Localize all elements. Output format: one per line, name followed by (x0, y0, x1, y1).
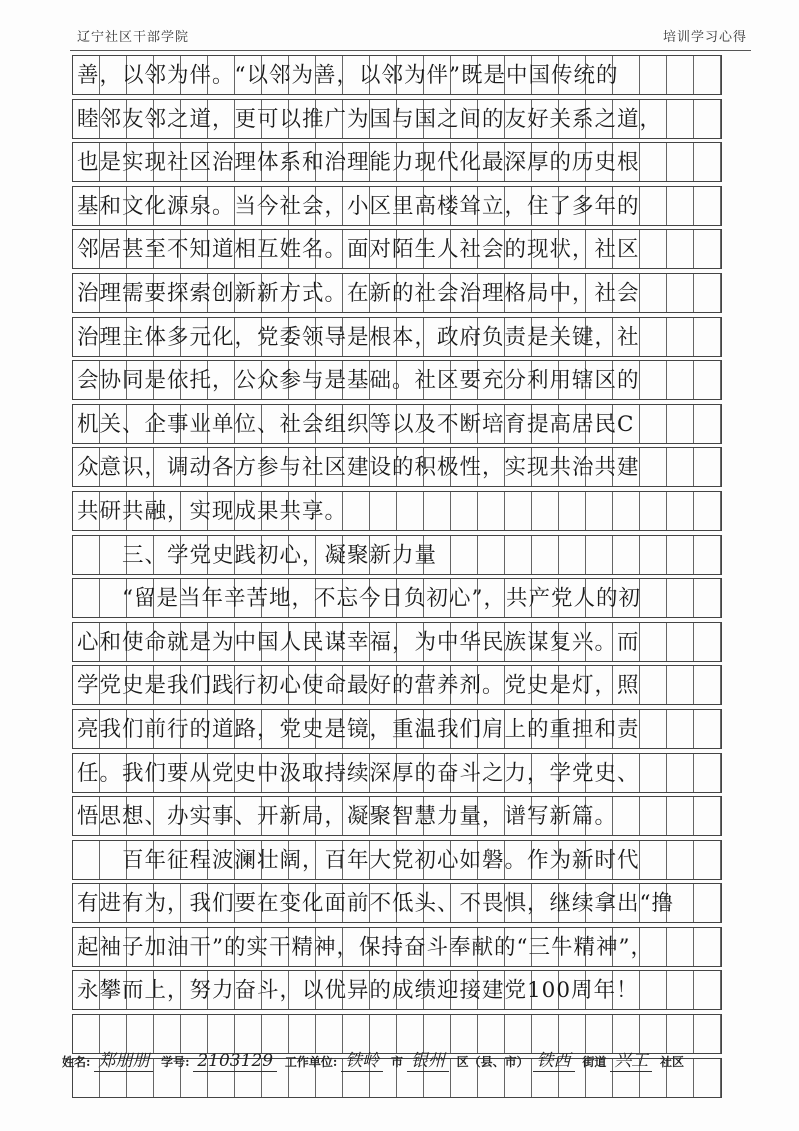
grid-cell (640, 666, 667, 704)
grid-cell (667, 841, 694, 879)
grid-cell (694, 536, 721, 574)
grid-cell (586, 536, 613, 574)
grid-cell (694, 623, 721, 661)
grid-cell (640, 579, 667, 617)
grid-cell (532, 536, 559, 574)
grid-cell (640, 405, 667, 443)
grid-cell (640, 318, 667, 356)
grid-cell (640, 841, 667, 879)
grid-cell (667, 405, 694, 443)
grid-cell (694, 318, 721, 356)
grid-cell (667, 143, 694, 181)
writing-grid (72, 55, 722, 1101)
grid-cell (613, 492, 640, 530)
grid-cell (667, 536, 694, 574)
grid-cell (640, 623, 667, 661)
header-divider (70, 50, 751, 51)
grid-row (72, 665, 722, 705)
handwritten-line: 起袖子加油干”的实干精神，保持奋斗奉献的“三牛精神”， (77, 934, 653, 960)
grid-cell (505, 492, 532, 530)
grid-cell (694, 143, 721, 181)
grid-cell (694, 274, 721, 312)
grid-cell (505, 536, 532, 574)
handwritten-line: 心和使命就是为中国人民谋幸福，为中华民族谋复兴。而 (77, 629, 640, 655)
handwritten-line: 三、学党史践初心，凝聚新力量 (77, 542, 438, 568)
handwritten-line: 睦邻友邻之道，更可以推广为国与国之间的友好关系之道， (77, 106, 663, 132)
handwritten-line: 学党史是我们践行初心使命最好的营养剂。党史是灯，照 (77, 673, 640, 699)
grid-cell (640, 143, 667, 181)
grid-row (72, 186, 722, 226)
grid-cell (667, 230, 694, 268)
community-label: 社区 (660, 1055, 685, 1069)
grid-cell (667, 579, 694, 617)
grid-cell (613, 797, 640, 835)
grid-cell (586, 492, 613, 530)
grid-cell (667, 187, 694, 225)
grid-cell (694, 405, 721, 443)
grid-cell (694, 230, 721, 268)
grid-row (72, 447, 722, 487)
handwritten-line: 善，以邻为伴。“以邻为善，以邻为伴”既是中国传统的 (77, 63, 619, 88)
district-label: 区（县、市） (456, 1055, 529, 1069)
grid-cell (694, 187, 721, 225)
grid-row (72, 578, 722, 618)
grid-row (72, 360, 722, 400)
grid-row (72, 142, 722, 182)
school-name: 辽宁社区干部学院 (77, 30, 190, 45)
handwritten-line: 治理需要探索创新新方式。在新的社会治理格局中，社会 (77, 280, 640, 306)
id-label: 学号: (161, 1055, 190, 1069)
grid-row (72, 55, 722, 95)
city-value: 铁岭 (341, 1046, 383, 1072)
handwritten-line: 会协同是依托，公众参与是基础。社区要充分利用辖区的 (77, 368, 640, 394)
grid-cell (694, 448, 721, 486)
grid-cell (640, 187, 667, 225)
handwritten-line: 基和文化源泉。当今社会，小区里高楼耸立，住了多年的 (77, 193, 640, 219)
handwritten-line: 邻居甚至不知道相互姓名。面对陌生人社会的现状，社区 (77, 237, 640, 263)
grid-cell (694, 579, 721, 617)
handwritten-line: 也是实现社区治理体系和治理能力现代化最深厚的历史根 (77, 150, 640, 176)
grid-cell (667, 100, 694, 138)
grid-cell (370, 492, 397, 530)
grid-cell (640, 56, 667, 94)
handwritten-line: 有进有为，我们要在变化面前不低头、不畏惧，继续拿出“撸 (77, 891, 674, 917)
grid-cell (694, 710, 721, 748)
grid-row (72, 927, 722, 967)
grid-cell (451, 536, 478, 574)
grid-cell (694, 971, 721, 1009)
grid-row (72, 535, 722, 575)
name-value: 郑朋朋 (94, 1046, 153, 1072)
grid-cell (640, 754, 667, 792)
handwritten-line: 机关、企事业单位、社会组织等以及不断培育提高居民C (77, 411, 635, 437)
unit-label: 工作单位: (284, 1055, 338, 1069)
street-label: 街道 (582, 1055, 607, 1069)
grid-cell (667, 666, 694, 704)
grid-cell (640, 361, 667, 399)
grid-cell (694, 841, 721, 879)
grid-cell (694, 492, 721, 530)
grid-cell (640, 797, 667, 835)
grid-row (72, 229, 722, 269)
grid-cell (640, 710, 667, 748)
grid-cell (451, 492, 478, 530)
grid-cell (694, 56, 721, 94)
grid-row (72, 840, 722, 880)
handwritten-line: 众意识，调动各方参与社区建设的积极性，实现共治共建 (77, 455, 640, 481)
grid-row (72, 970, 722, 1010)
grid-cell (640, 448, 667, 486)
grid-cell (694, 666, 721, 704)
grid-cell (640, 274, 667, 312)
district-value: 银州 (407, 1046, 449, 1072)
grid-cell (559, 492, 586, 530)
grid-cell (667, 318, 694, 356)
grid-cell (667, 623, 694, 661)
grid-cell (694, 754, 721, 792)
student-info-footer (62, 1046, 762, 1072)
handwritten-line: 治理主体多元化，党委领导是根本，政府负责是关键，社 (77, 324, 640, 350)
grid-cell (667, 492, 694, 530)
grid-cell (667, 710, 694, 748)
name-label: 姓名: (62, 1055, 91, 1069)
grid-cell (667, 448, 694, 486)
grid-cell (694, 797, 721, 835)
document-type: 培训学习心得 (662, 30, 747, 45)
grid-cell (613, 536, 640, 574)
grid-cell (667, 797, 694, 835)
community-value: 兴工 (610, 1046, 652, 1072)
grid-row (72, 99, 722, 139)
grid-cell (667, 274, 694, 312)
grid-cell (667, 56, 694, 94)
grid-row (72, 404, 722, 444)
grid-row (72, 622, 722, 662)
grid-row (72, 753, 722, 793)
grid-row (72, 273, 722, 313)
handwritten-line: 永攀而上，努力奋斗，以优异的成绩迎接建党100周年！ (77, 978, 639, 1004)
grid-cell (640, 971, 667, 1009)
grid-cell (559, 536, 586, 574)
handwritten-line: 百年征程波澜壮阔，百年大党初心如磐。作为新时代 (77, 847, 640, 873)
grid-cell (532, 492, 559, 530)
street-value: 铁西 (533, 1046, 575, 1072)
grid-cell (343, 492, 370, 530)
grid-row (72, 796, 722, 836)
grid-cell (478, 536, 505, 574)
handwritten-line: 共研共融，实现成果共享。 (77, 498, 348, 524)
grid-cell (667, 928, 694, 966)
grid-row (72, 709, 722, 749)
grid-cell (667, 971, 694, 1009)
grid-cell (694, 928, 721, 966)
city-label: 市 (391, 1055, 404, 1069)
grid-cell (694, 100, 721, 138)
grid-cell (640, 230, 667, 268)
grid-cell (397, 492, 424, 530)
grid-cell (478, 492, 505, 530)
grid-cell (640, 536, 667, 574)
grid-row (72, 317, 722, 357)
grid-cell (694, 884, 721, 922)
id-value: 2103129 (193, 1051, 277, 1072)
grid-cell (667, 361, 694, 399)
grid-cell (667, 754, 694, 792)
handwritten-line: 任。我们要从党史中汲取持续深厚的奋斗之力，学党史、 (77, 760, 640, 786)
grid-cell (694, 361, 721, 399)
handwritten-line: 亮我们前行的道路，党史是镜，重温我们肩上的重担和责 (77, 716, 640, 742)
grid-cell (424, 492, 451, 530)
handwritten-line: 悟思想、办实事、开新局，凝聚智慧力量，谱写新篇。 (77, 804, 618, 830)
handwritten-line: “留是当年辛苦地，不忘今日负初心”，共产党人的初 (77, 586, 641, 612)
grid-row (72, 491, 722, 531)
grid-row (72, 883, 722, 923)
grid-cell (640, 492, 667, 530)
